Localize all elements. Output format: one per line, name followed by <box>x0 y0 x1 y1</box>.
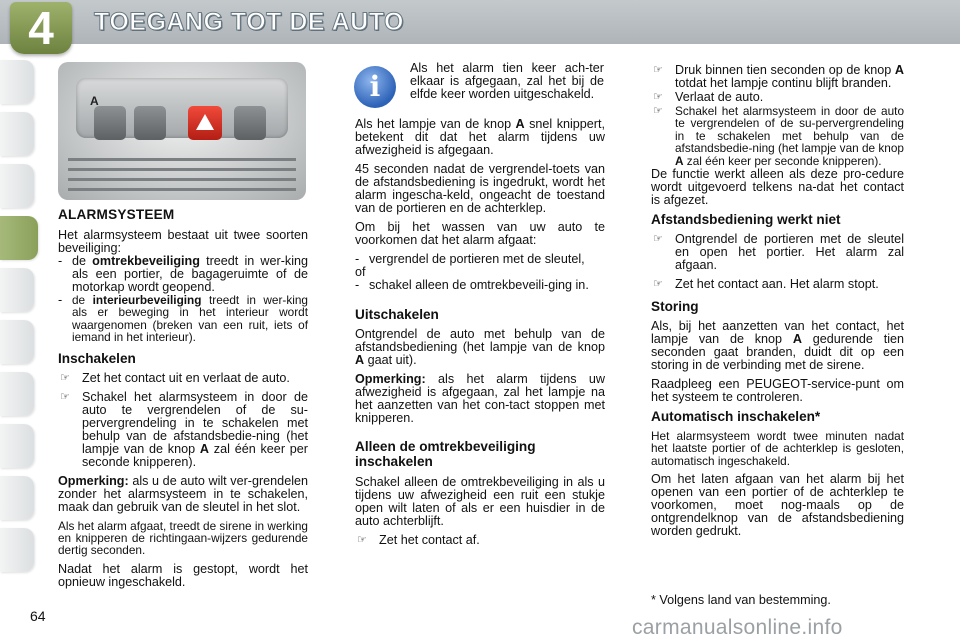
page-number: 64 <box>30 608 46 624</box>
hand-pointer-icon: ☞ <box>653 105 663 117</box>
paragraph: Raadpleeg een PEUGEOT-service-punt om het systeem te controleren. <box>651 377 904 405</box>
list-item: ☞ Druk binnen tien seconden op de knop A totdat het lampje continu blijft branden. <box>653 63 904 90</box>
hand-pointer-icon: ☞ <box>653 64 663 76</box>
vent-slat <box>68 178 296 181</box>
list-item: ☞ Zet het contact aan. Het alarm stopt. <box>653 277 879 292</box>
list-item: ☞ Ontgrendel de portieren met de sleutel en open het portier. Het alarm zal afgaan. <box>653 232 904 273</box>
panel-button <box>94 106 126 140</box>
page-title: TOEGANG TOT DE AUTO <box>94 8 404 36</box>
section-heading: ALARMSYSTEEM <box>58 207 175 222</box>
column-2 <box>355 118 605 553</box>
watermark: carmanualsonline.info <box>632 616 843 639</box>
chapter-number: 4 <box>10 2 72 54</box>
vent-slat <box>68 168 296 171</box>
list-item: ☞ Schakel het alarmsysteem in door de auto te vergrendelen of de su-pervergrendeling in te schakelen met behulp van de afstandsbedie-ning (het lampje van de knop A zal één keer per seconde knipperen). <box>653 104 904 168</box>
paragraph: Om het laten afgaan van het alarm bij het openen van een portier of de achterklep te voorkomen, moet nog-maals op de ontgrendelknop van de afstandsbediening worden gedrukt. <box>651 472 904 539</box>
info-icon: i <box>354 66 396 108</box>
hand-pointer-icon: ☞ <box>653 233 663 246</box>
hand-pointer-icon: ☞ <box>60 390 70 403</box>
side-tab <box>0 268 34 312</box>
list-item: ☞ Schakel het alarmsysteem in door de auto te vergrendelen of de su-pervergrendeling in te schakelen met behulp van de afstandsbedie-ning (het lampje van de knop A zal één keer per seconde knipperen). <box>60 389 309 469</box>
side-tab <box>0 60 34 104</box>
side-tab <box>0 164 34 208</box>
paragraph: Om bij het wassen van uw auto te voorkomen dat het alarm afgaat: <box>355 220 605 247</box>
hand-pointer-icon: ☞ <box>60 371 70 384</box>
alarm-button <box>134 106 166 140</box>
paragraph: Nadat het alarm is gestopt, wordt het opnieuw ingeschakeld. <box>58 561 308 589</box>
column-3 <box>651 64 904 544</box>
callout-label: A <box>90 94 99 108</box>
list-item: ☞ Zet het contact uit en verlaat de auto. <box>60 370 290 385</box>
vent-slat <box>68 188 296 191</box>
subheading-omtrek: Alleen de omtrekbeveiliging inschakelen <box>355 439 536 469</box>
side-tab <box>0 424 34 468</box>
list-item: ☞ Zet het contact af. <box>357 533 480 547</box>
list-item: ☞ Verlaat de auto. <box>653 90 764 104</box>
paragraph: Schakel alleen de omtrekbeveiliging in als u tijdens uw afwezigheid een ruit een stukje open wilt laten of als er een huisdier in de auto achterblijft. <box>355 475 605 528</box>
side-tab <box>0 528 34 572</box>
vent-slat <box>68 158 296 161</box>
side-tab <box>0 320 34 364</box>
side-tab <box>0 112 34 156</box>
list-item: - de omtrekbeveiliging treedt in wer-king als een portier, de bagageruimte of de motorkap wordt geopend. <box>58 254 309 294</box>
note-paragraph: Opmerking: als u de auto wilt ver-grendelen zonder het alarmsysteem in te schakelen, maak dan gebruik van de sleutel in het slot. <box>58 473 308 514</box>
page-header <box>0 0 960 54</box>
footnote: * Volgens land van bestemming. <box>651 593 831 607</box>
paragraph: Het alarmsysteem wordt twee minuten nadat het laatste portier of de achterklep is gesloten, automatisch ingeschakeld. <box>651 429 904 468</box>
list-item: - schakel alleen de omtrekbeveili-ging in. <box>355 278 589 292</box>
column-1 <box>58 208 308 595</box>
hazard-icon <box>196 114 214 130</box>
info-box <box>410 62 604 107</box>
subheading-inschakelen: Inschakelen <box>58 350 136 366</box>
list-item: - de interieurbeveiliging treedt in wer-king als er beweging in het interieur wordt waargenomen (breken van een ruit, iets of iemand in het interieur). <box>58 293 308 345</box>
dashboard-alarm-photo <box>58 62 306 200</box>
side-tab-active <box>0 216 38 260</box>
side-tab <box>0 476 34 520</box>
panel-button <box>234 106 266 140</box>
intro-text: Het alarmsysteem bestaat uit twee soorten beveiliging: <box>58 228 308 255</box>
subheading-uitschakelen: Uitschakelen <box>355 307 439 322</box>
button-panel <box>76 78 288 138</box>
hand-pointer-icon: ☞ <box>653 91 663 103</box>
paragraph: Als het lampje van de knop A snel knippert, betekent dit dat het alarm tijdens uw afwezigheid is afgegaan. <box>355 117 606 157</box>
subheading-automatisch: Automatisch inschakelen* <box>651 409 821 425</box>
hand-pointer-icon: ☞ <box>653 278 663 291</box>
info-text: Als het alarm tien keer ach-ter elkaar is afgegaan, zal het bij de elfde keer worden uitgeschakeld. <box>410 61 604 101</box>
side-tab <box>0 372 34 416</box>
paragraph: Als het alarm afgaat, treedt de sirene in werking en knipperen de richtingaan-wijzers gedurende dertig seconden. <box>58 518 308 558</box>
or-text: of <box>355 265 366 279</box>
paragraph: Als, bij het aanzetten van het contact, het lampje van de knop A gedurende tien seconden gaat branden, duidt dit op een storing in de verbinding met de sirene. <box>651 319 904 373</box>
subheading-afstandsbediening: Afstandsbediening werkt niet <box>651 212 841 228</box>
hazard-button <box>188 106 222 140</box>
paragraph: De functie werkt alleen als deze pro-cedure wordt uitgevoerd telkens na-dat het contact is afgezet. <box>651 167 904 208</box>
subheading-storing: Storing <box>651 299 699 315</box>
list-item: - vergrendel de portieren met de sleutel, <box>355 252 585 266</box>
paragraph: Ontgrendel de auto met behulp van de afstandsbediening (het lampje van de knop A gaat uit). <box>355 327 605 367</box>
paragraph: 45 seconden nadat de vergrendel-toets van de afstandsbediening is ingedrukt, wordt het alarm ingescha-keld, ongeacht de toestand van de portieren en de achterklep. <box>355 162 605 215</box>
note-paragraph: Opmerking: als het alarm tijdens uw afwezigheid is afgegaan, zal het lampje na het aanzetten van het con-tact stoppen met knipperen. <box>355 372 605 425</box>
hand-pointer-icon: ☞ <box>357 534 367 546</box>
